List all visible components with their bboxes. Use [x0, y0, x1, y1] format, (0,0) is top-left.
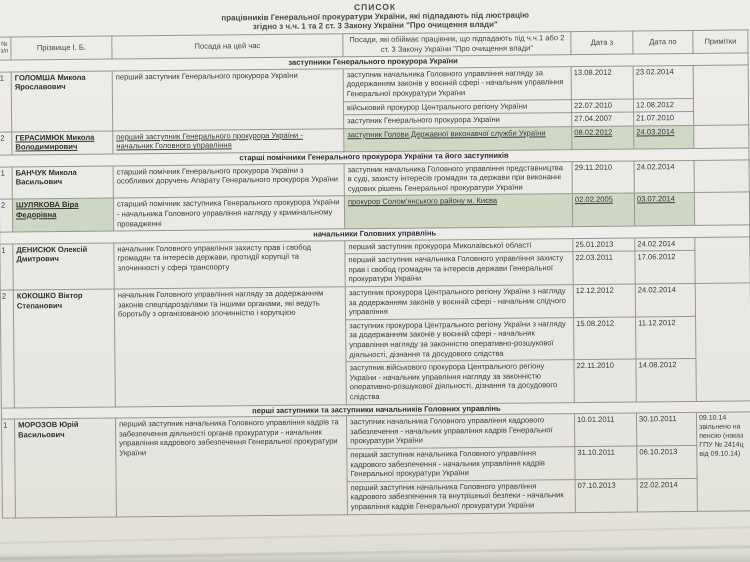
lustration-table	[0, 29, 750, 518]
table-header-date-from: Дата з	[571, 31, 633, 55]
table-header-date-to: Дата по	[633, 30, 693, 54]
cell-current-position: начальник Головного управління захисту прав і свобод громадян та інтересів держави, протидії корупції та злочинності у сфері транспорту	[114, 240, 345, 289]
cell-date-to: 06.10.2013	[637, 445, 697, 478]
cell-date-from: 31.10.2011	[575, 446, 637, 479]
cell-date-from: 22.11.2010	[574, 359, 636, 402]
cell-name: ГОЛОМША Микола Ярославович	[11, 71, 113, 132]
cell-date-from: 25.01.2013	[573, 238, 635, 252]
cell-date-to: 24.02.2014	[635, 284, 695, 317]
cell-num: 2	[0, 199, 13, 232]
paper-bottom-shadow	[0, 553, 750, 562]
cell-date-from: 10.01.2011	[574, 413, 636, 446]
cell-name: БАНЧУК Микола Васильович	[12, 166, 113, 200]
lustration-table-body	[0, 30, 750, 518]
cell-num: 2	[0, 132, 12, 155]
cell-num: 1	[0, 244, 13, 290]
table-header-lustration-position: Посади, які обіймає працівник, що підпадають під ч.ч.1 або 2 ст. 3 Закону України "Про очищення влади"	[343, 32, 571, 57]
cell-lustration-position: заступник прокурора Центрального регіону України з нагляду за додержанням законів у воєнній сфері - начальник слідчого управління	[345, 285, 573, 320]
section-header: старші помічники Генерального прокурора України та його заступників	[0, 148, 749, 167]
cell-name: ДЕНИСЮК Олексій Дмитрович	[13, 243, 114, 290]
cell-lustration-position: заступник начальника Головного управління кадрового забезпечення - начальник управління кадрів Генеральної прокуратури України	[346, 414, 574, 449]
cell-lustration-position: військовий прокурор Центрального регіону України	[343, 99, 571, 115]
cell-num: 1	[0, 167, 12, 200]
cell-date-to: 22.02.2014	[637, 478, 697, 511]
cell-lustration-position: прокурор Солом'янського району м. Києва	[344, 194, 572, 229]
cell-lustration-position: заступник прокурора Центрального регіону України з нагляду за додержанням законів у воєнній сфері - начальник управління нагляду за законністю оперативно-розшукової діяльності, дізнання та досудового слідства	[346, 317, 574, 362]
cell-date-to: 21.07.2010	[634, 112, 694, 126]
cell-lustration-position: заступник начальника Головного управління представництва в суді, захисту інтересів громадян та держави при виконанні судових рішень Генеральної прокуратури України	[344, 161, 572, 196]
paper-crease-top	[0, 526, 750, 545]
cell-date-to: 24.02.2014	[634, 160, 694, 193]
cell-notes	[693, 65, 749, 125]
cell-current-position: перший заступник Генерального прокурора України	[112, 69, 344, 131]
cell-date-to: 17.06.2012	[635, 251, 695, 284]
cell-num: 1	[1, 419, 15, 517]
cell-lustration-position: перший заступник начальника Головного управління кадрового забезпечення - начальник управління кадрів Генеральної прокуратури України	[347, 447, 575, 482]
title-line-2: працівників Генеральної прокуратури України, які підпадають під люстрацію	[221, 10, 529, 23]
title-line-1: СПИСОК	[353, 1, 397, 13]
cell-name: ШУЛЯКОВА Віра Федорівна	[12, 198, 113, 232]
cell-date-from: 07.10.2013	[575, 479, 637, 512]
table-header-name: Прізвище І. Б.	[11, 36, 112, 60]
cell-lustration-position: перший заступник начальника Головного управління кадрового забезпечення та внутрішньої безпеки - начальник управління кадрів Генеральної прокуратури України	[347, 479, 575, 514]
cell-date-to: 03.07.2014	[634, 193, 694, 226]
cell-current-position: старший помічник Генерального прокурора України з особливих доручень Апарату Генерального прокурора України	[113, 163, 344, 198]
table-header-num: № з/п	[0, 37, 11, 60]
cell-date-from: 08.02.2012	[572, 126, 634, 150]
cell-notes: 09.10.14 звільнено на пенсію (наказ ГПУ № 2414ц від 09.10.14)	[696, 412, 750, 511]
document-title	[0, 0, 750, 34]
cell-name: МОРОЗОВ Юрій Васильович	[14, 418, 116, 517]
cell-current-position: перший заступник Генерального прокурора України - начальник Головного управління	[113, 129, 344, 154]
cell-date-to: 30.10.2011	[636, 413, 696, 446]
cell-lustration-position: перший заступник начальника Головного управління захисту прав і свобод громадян та інтересів держави Генеральної прокуратури України	[345, 252, 573, 287]
cell-date-to: 24.02.2014	[635, 237, 695, 251]
cell-date-from: 15.08.2012	[574, 317, 636, 360]
cell-notes	[695, 283, 750, 401]
cell-date-to: 12.08.2012	[633, 98, 693, 112]
section-header: перші заступники та заступники начальників Головних управлінь	[1, 400, 750, 419]
cell-date-from: 22.07.2010	[571, 99, 633, 113]
cell-lustration-position: заступник начальника Головного управління нагляду за додержанням законів у воєнній сфері - начальник управління Генеральної прокуратури України	[343, 66, 571, 101]
cell-date-to: 23.02.2014	[633, 65, 693, 98]
cell-date-from: 27.04.2007	[572, 112, 634, 126]
cell-lustration-position: заступник військового прокурора Центрального регіону України - начальник управління нагляду за законністю оперативно-розшукової діяльності, дізнання та досудового слідства	[346, 360, 574, 405]
table-header-notes: Примітки	[693, 30, 748, 54]
table-header-position: Посада на цей час	[112, 34, 343, 59]
section-header: начальники Головних управлінь	[0, 225, 750, 244]
title-line-3: згідно з ч.ч. 1 та 2 ст. 3 Закону України "Про очищення влади"	[252, 19, 498, 32]
cell-lustration-position: перший заступник прокурора Миколаївської області	[345, 238, 573, 254]
cell-current-position: старший помічник заступника Генерального прокурора України - начальника Головного управління нагляду у кримінальному провадженні	[113, 196, 344, 231]
cell-date-from: 13.08.2012	[571, 66, 633, 99]
cell-num: 2	[0, 290, 14, 408]
cell-num: 1	[0, 72, 12, 132]
cell-notes	[694, 192, 749, 225]
cell-notes	[694, 159, 749, 192]
cell-name: КОКОШКО Віктор Степанович	[13, 289, 115, 407]
cell-date-from: 02.02.2005	[572, 193, 634, 226]
cell-notes	[694, 125, 749, 149]
cell-notes	[695, 237, 750, 284]
cell-date-to: 14.08.2012	[636, 359, 696, 402]
cell-date-to: 11.12.2012	[636, 316, 696, 359]
cell-name: ГЕРАСИМЮК Микола Володимирович	[12, 131, 113, 155]
cell-date-from: 29.11.2010	[572, 161, 634, 194]
cell-date-from: 22.03.2011	[573, 251, 635, 284]
cell-lustration-position: заступник Генерального прокурора України	[344, 113, 572, 129]
cell-date-to: 24.03.2014	[634, 125, 694, 149]
cell-lustration-position: заступник Голови Державної виконавчої служби України	[344, 126, 572, 151]
cell-date-from: 12.12.2012	[573, 284, 635, 317]
cell-current-position: перший заступник начальника Головного управління кадрів та забезпечення діяльності органів прокуратури - начальник управління кадрового забезпечення Генеральної прокуратури України	[115, 416, 347, 517]
section-header: заступники Генерального прокурора України	[0, 53, 748, 72]
cell-current-position: начальник Головного управління нагляду за додержанням законів спецпідрозділами та іншими органами, які ведуть боротьбу з організованою злочинністю і корупцією	[114, 287, 346, 407]
